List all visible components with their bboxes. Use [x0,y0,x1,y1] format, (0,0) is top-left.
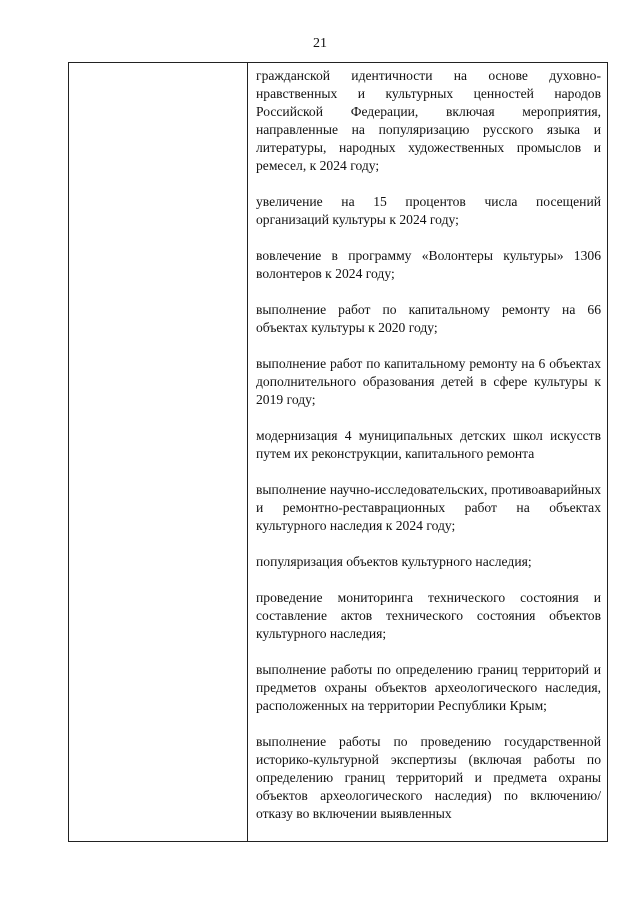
paragraph-heritage-popularization: популяризация объектов культурного наследия; [256,554,532,569]
paragraph-heritage-works: выполнение научно-исследовательских, противоаварийных и ремонтно-реставрационных работ на объектах культурного наследия к 2024 году; [256,482,601,533]
paragraph-art-schools: модернизация 4 муниципальных детских школ искусств путем их реконструкции, капитального ремонта [256,428,601,461]
document-table [68,62,608,842]
paragraph-civic-identity: гражданской идентичности на основе духовно-нравственных и культурных ценностей народов Российской Федерации, включая мероприятия, направленные на популяризацию русского языка и литературы, народных художественных промыслов и ремесел, к 2024 году; [256,68,601,173]
paragraph-archaeology-borders: выполнение работы по определению границ территорий и предметов охраны объектов археологического наследия, расположенных на территории Республики Крым; [256,662,601,713]
page-number: 21 [313,36,327,51]
paragraph-repair-education-objects: выполнение работ по капитальному ремонту на 6 объектах дополнительного образования детей в сфере культуры к 2019 году; [256,356,601,407]
table-left-cell [69,63,248,841]
paragraph-volunteers: вовлечение в программу «Волонтеры культуры» 1306 волонтеров к 2024 году; [256,248,601,281]
table-right-cell [248,63,607,841]
paragraph-repair-culture-objects: выполнение работ по капитальному ремонту на 66 объектах культуры к 2020 году; [256,302,601,335]
paragraph-monitoring: проведение мониторинга технического состояния и составление актов технического состояния объектов культурного наследия; [256,590,601,641]
paragraph-visits-increase: увеличение на 15 процентов числа посещений организаций культуры к 2024 году; [256,194,601,227]
paragraph-expertise: выполнение работы по проведению государственной историко-культурной экспертизы (включая работы по определению границ территорий и предмета охраны объектов археологического наследия) по включению/отказу во включении выявленных [256,734,601,821]
